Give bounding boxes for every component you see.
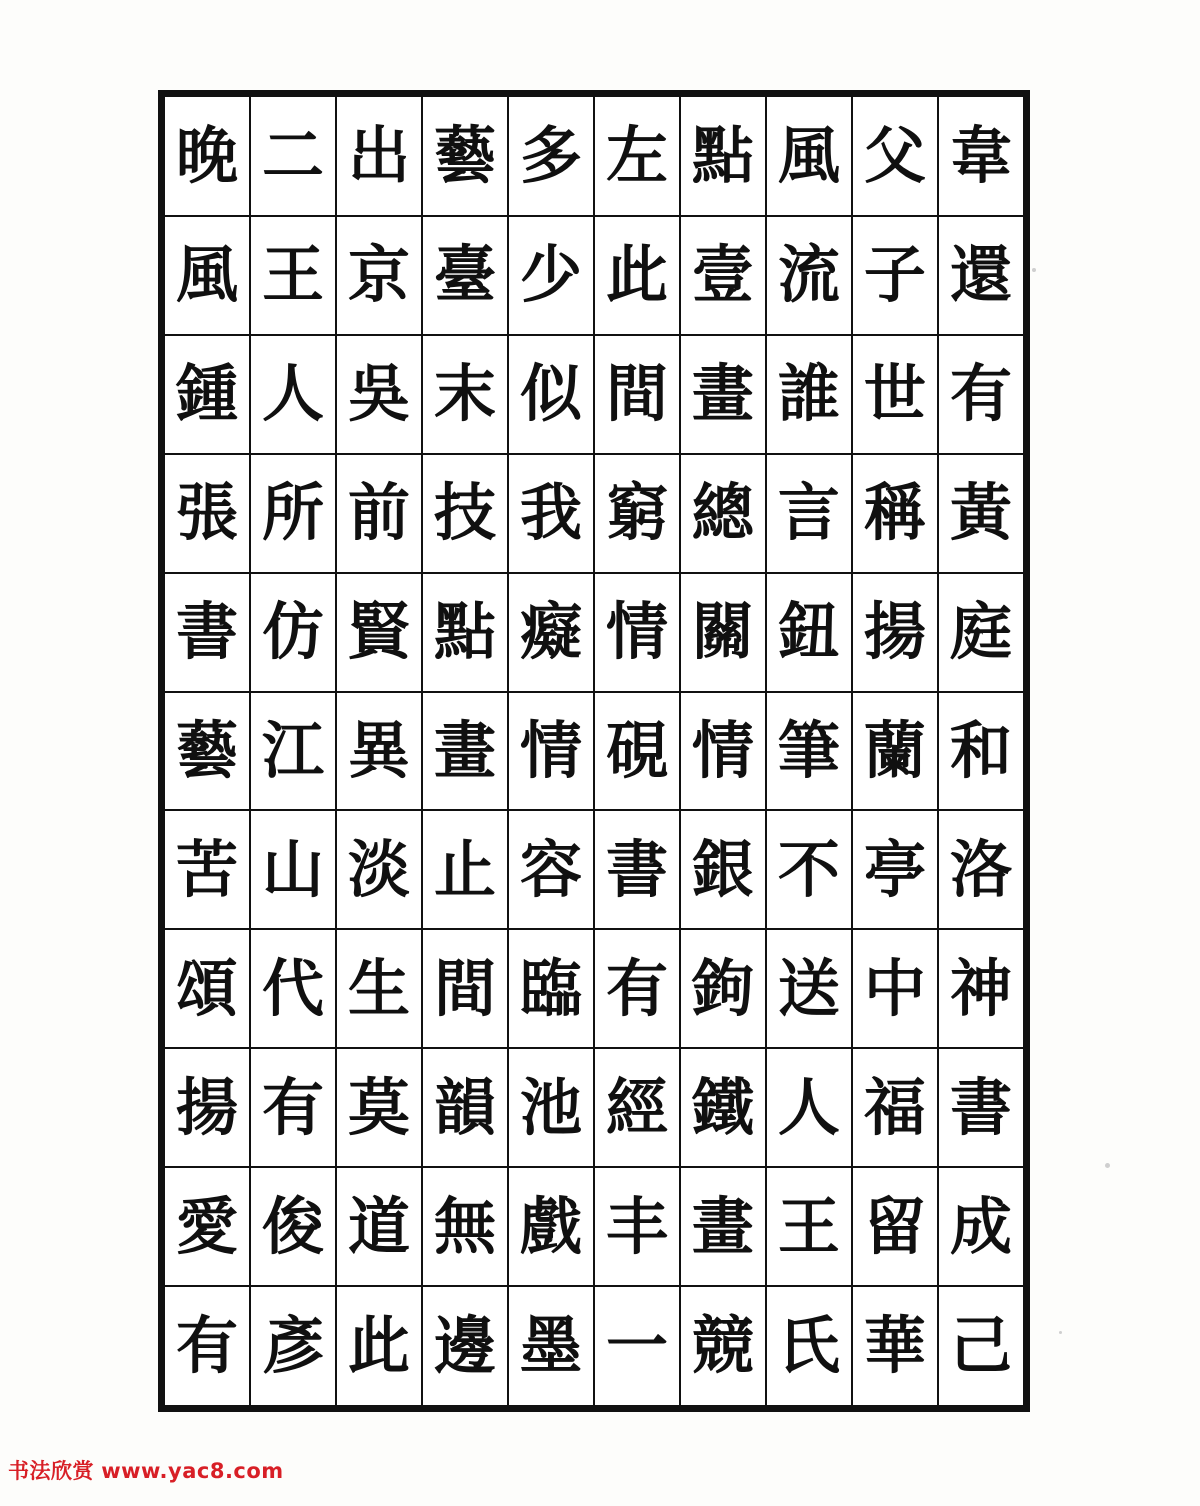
character-glyph: 蘭 bbox=[863, 713, 926, 787]
grid-cell bbox=[422, 1048, 508, 1167]
table-row bbox=[165, 216, 1023, 335]
character-glyph: 山 bbox=[262, 832, 325, 906]
grid-cell bbox=[938, 216, 1023, 335]
grid-cell bbox=[766, 335, 852, 454]
grid-cell bbox=[852, 454, 938, 573]
grid-cell bbox=[422, 810, 508, 929]
grid-cell bbox=[938, 335, 1023, 454]
character-grid bbox=[165, 97, 1023, 1405]
character-glyph: 我 bbox=[519, 476, 582, 550]
character-glyph: 賢 bbox=[347, 595, 410, 669]
grid-cell bbox=[422, 335, 508, 454]
character-glyph: 道 bbox=[347, 1189, 410, 1263]
grid-cell bbox=[852, 97, 938, 216]
table-row bbox=[165, 97, 1023, 216]
character-glyph: 神 bbox=[949, 951, 1012, 1025]
character-glyph: 王 bbox=[262, 238, 325, 312]
grid-cell bbox=[680, 810, 766, 929]
grid-cell bbox=[250, 335, 336, 454]
paper-speck bbox=[1105, 1163, 1110, 1168]
character-glyph: 吳 bbox=[347, 357, 410, 431]
grid-cell bbox=[680, 97, 766, 216]
grid-cell bbox=[938, 1286, 1023, 1405]
character-glyph: 言 bbox=[777, 476, 840, 550]
character-glyph: 鐵 bbox=[691, 1070, 754, 1144]
character-glyph: 晚 bbox=[176, 118, 239, 192]
character-glyph: 揚 bbox=[863, 595, 926, 669]
grid-cell bbox=[594, 573, 680, 692]
character-glyph: 容 bbox=[519, 832, 582, 906]
grid-cell bbox=[250, 810, 336, 929]
character-glyph: 戲 bbox=[519, 1189, 582, 1263]
character-glyph: 末 bbox=[433, 357, 496, 431]
character-glyph: 江 bbox=[262, 713, 325, 787]
grid-cell bbox=[336, 692, 422, 811]
character-glyph: 子 bbox=[863, 238, 926, 312]
character-glyph: 書 bbox=[949, 1070, 1012, 1144]
grid-cell bbox=[422, 692, 508, 811]
character-glyph: 二 bbox=[262, 118, 325, 192]
grid-cell bbox=[422, 573, 508, 692]
character-glyph: 臺 bbox=[433, 238, 496, 312]
character-glyph: 生 bbox=[347, 951, 410, 1025]
character-glyph: 關 bbox=[691, 595, 754, 669]
character-glyph: 人 bbox=[262, 357, 325, 431]
table-row bbox=[165, 1286, 1023, 1405]
character-glyph: 氏 bbox=[777, 1309, 840, 1383]
grid-cell bbox=[336, 1286, 422, 1405]
grid-cell bbox=[250, 1167, 336, 1286]
character-glyph: 無 bbox=[433, 1189, 496, 1263]
grid-cell bbox=[680, 454, 766, 573]
grid-cell bbox=[852, 810, 938, 929]
character-glyph: 硯 bbox=[605, 713, 668, 787]
character-glyph: 池 bbox=[519, 1070, 582, 1144]
grid-cell bbox=[766, 454, 852, 573]
character-glyph: 揚 bbox=[176, 1070, 239, 1144]
character-glyph: 華 bbox=[863, 1309, 926, 1383]
grid-cell bbox=[938, 454, 1023, 573]
grid-cell bbox=[165, 454, 250, 573]
grid-cell bbox=[165, 1048, 250, 1167]
grid-cell bbox=[852, 1048, 938, 1167]
grid-cell bbox=[766, 1167, 852, 1286]
grid-cell bbox=[594, 97, 680, 216]
character-glyph: 癡 bbox=[519, 595, 582, 669]
character-glyph: 有 bbox=[605, 951, 668, 1025]
grid-cell bbox=[165, 573, 250, 692]
character-glyph: 所 bbox=[262, 476, 325, 550]
grid-cell bbox=[938, 1048, 1023, 1167]
character-glyph: 張 bbox=[176, 476, 239, 550]
grid-cell bbox=[594, 454, 680, 573]
character-glyph: 有 bbox=[949, 357, 1012, 431]
grid-cell bbox=[336, 1167, 422, 1286]
grid-cell bbox=[508, 97, 594, 216]
grid-cell bbox=[422, 454, 508, 573]
grid-cell bbox=[508, 1048, 594, 1167]
grid-cell bbox=[680, 1286, 766, 1405]
character-glyph: 中 bbox=[863, 951, 926, 1025]
character-glyph: 韻 bbox=[433, 1070, 496, 1144]
character-glyph: 總 bbox=[691, 476, 754, 550]
character-glyph: 壹 bbox=[691, 238, 754, 312]
character-glyph: 情 bbox=[605, 595, 668, 669]
character-glyph: 少 bbox=[519, 238, 582, 312]
grid-cell bbox=[336, 335, 422, 454]
character-glyph: 畫 bbox=[433, 713, 496, 787]
grid-cell bbox=[250, 1286, 336, 1405]
grid-cell bbox=[250, 454, 336, 573]
character-glyph: 代 bbox=[262, 951, 325, 1025]
table-row bbox=[165, 454, 1023, 573]
grid-cell bbox=[594, 1167, 680, 1286]
grid-cell bbox=[594, 1286, 680, 1405]
character-glyph: 俊 bbox=[262, 1189, 325, 1263]
table-row bbox=[165, 335, 1023, 454]
character-glyph: 邊 bbox=[433, 1309, 496, 1383]
character-glyph: 淡 bbox=[347, 832, 410, 906]
character-glyph: 愛 bbox=[176, 1189, 239, 1263]
character-glyph: 多 bbox=[519, 118, 582, 192]
grid-cell bbox=[165, 1286, 250, 1405]
grid-cell bbox=[594, 1048, 680, 1167]
paper-speck bbox=[1059, 1331, 1062, 1334]
grid-cell bbox=[938, 929, 1023, 1048]
grid-cell bbox=[852, 1286, 938, 1405]
character-glyph: 鍾 bbox=[176, 357, 239, 431]
grid-cell bbox=[508, 216, 594, 335]
character-glyph: 情 bbox=[691, 713, 754, 787]
character-glyph: 鈕 bbox=[777, 595, 840, 669]
character-glyph: 莫 bbox=[347, 1070, 410, 1144]
character-glyph: 丰 bbox=[605, 1189, 668, 1263]
character-glyph: 福 bbox=[863, 1070, 926, 1144]
grid-cell bbox=[766, 1286, 852, 1405]
grid-cell bbox=[508, 1167, 594, 1286]
grid-cell bbox=[508, 454, 594, 573]
character-glyph: 畫 bbox=[691, 357, 754, 431]
grid-cell bbox=[336, 573, 422, 692]
character-glyph: 王 bbox=[777, 1189, 840, 1263]
grid-cell bbox=[250, 692, 336, 811]
grid-cell bbox=[250, 97, 336, 216]
grid-cell bbox=[165, 692, 250, 811]
character-glyph: 彥 bbox=[262, 1309, 325, 1383]
grid-cell bbox=[680, 335, 766, 454]
grid-cell bbox=[508, 335, 594, 454]
character-glyph: 洛 bbox=[949, 832, 1012, 906]
character-glyph: 情 bbox=[519, 713, 582, 787]
character-glyph: 有 bbox=[262, 1070, 325, 1144]
character-glyph: 臨 bbox=[519, 951, 582, 1025]
grid-cell bbox=[680, 929, 766, 1048]
grid-cell bbox=[422, 929, 508, 1048]
table-row bbox=[165, 573, 1023, 692]
character-glyph: 筆 bbox=[777, 713, 840, 787]
grid-cell bbox=[766, 1048, 852, 1167]
grid-cell bbox=[852, 216, 938, 335]
grid-cell bbox=[680, 1167, 766, 1286]
character-glyph: 風 bbox=[176, 238, 239, 312]
table-row bbox=[165, 1048, 1023, 1167]
grid-cell bbox=[336, 216, 422, 335]
grid-cell bbox=[165, 97, 250, 216]
character-glyph: 此 bbox=[347, 1309, 410, 1383]
table-row bbox=[165, 929, 1023, 1048]
grid-cell bbox=[165, 929, 250, 1048]
grid-cell bbox=[680, 216, 766, 335]
character-glyph: 不 bbox=[777, 832, 840, 906]
character-glyph: 和 bbox=[949, 713, 1012, 787]
character-glyph: 誰 bbox=[777, 357, 840, 431]
grid-cell bbox=[336, 810, 422, 929]
character-glyph: 競 bbox=[691, 1309, 754, 1383]
character-glyph: 前 bbox=[347, 476, 410, 550]
watermark-url: www.yac8.com bbox=[101, 1459, 284, 1483]
grid-cell bbox=[680, 573, 766, 692]
grid-cell bbox=[594, 216, 680, 335]
character-glyph: 畫 bbox=[691, 1189, 754, 1263]
grid-cell bbox=[422, 1167, 508, 1286]
character-glyph: 間 bbox=[433, 951, 496, 1025]
character-glyph: 鉤 bbox=[691, 951, 754, 1025]
character-glyph: 點 bbox=[691, 118, 754, 192]
character-glyph: 世 bbox=[863, 357, 926, 431]
grid-cell bbox=[508, 1286, 594, 1405]
character-glyph: 己 bbox=[949, 1309, 1012, 1383]
grid-cell bbox=[165, 810, 250, 929]
character-glyph: 仿 bbox=[262, 595, 325, 669]
character-glyph: 異 bbox=[347, 713, 410, 787]
character-glyph: 窮 bbox=[605, 476, 668, 550]
character-glyph: 留 bbox=[863, 1189, 926, 1263]
calligraphy-grid-sheet bbox=[158, 90, 1030, 1412]
grid-cell bbox=[165, 216, 250, 335]
grid-cell bbox=[594, 692, 680, 811]
site-watermark bbox=[8, 1455, 284, 1485]
character-glyph: 止 bbox=[433, 832, 496, 906]
grid-cell bbox=[422, 1286, 508, 1405]
grid-cell bbox=[336, 929, 422, 1048]
character-glyph: 出 bbox=[347, 118, 410, 192]
character-glyph: 庭 bbox=[949, 595, 1012, 669]
character-glyph: 左 bbox=[605, 118, 668, 192]
character-glyph: 似 bbox=[519, 357, 582, 431]
character-glyph: 書 bbox=[176, 595, 239, 669]
grid-cell bbox=[938, 97, 1023, 216]
character-glyph: 技 bbox=[433, 476, 496, 550]
table-row bbox=[165, 1167, 1023, 1286]
table-row bbox=[165, 810, 1023, 929]
grid-cell bbox=[594, 810, 680, 929]
character-glyph: 經 bbox=[605, 1070, 668, 1144]
grid-cell bbox=[250, 573, 336, 692]
grid-cell bbox=[508, 692, 594, 811]
character-glyph: 流 bbox=[777, 238, 840, 312]
grid-cell bbox=[766, 573, 852, 692]
character-glyph: 銀 bbox=[691, 832, 754, 906]
grid-cell bbox=[938, 573, 1023, 692]
grid-cell bbox=[336, 454, 422, 573]
character-glyph: 人 bbox=[777, 1070, 840, 1144]
character-glyph: 藝 bbox=[433, 118, 496, 192]
grid-cell bbox=[336, 97, 422, 216]
grid-cell bbox=[336, 1048, 422, 1167]
grid-cell bbox=[422, 216, 508, 335]
character-glyph: 稱 bbox=[863, 476, 926, 550]
table-row bbox=[165, 692, 1023, 811]
grid-cell bbox=[938, 692, 1023, 811]
grid-cell bbox=[594, 929, 680, 1048]
grid-cell bbox=[508, 929, 594, 1048]
character-glyph: 點 bbox=[433, 595, 496, 669]
grid-cell bbox=[766, 216, 852, 335]
grid-cell bbox=[852, 1167, 938, 1286]
character-glyph: 父 bbox=[863, 118, 926, 192]
grid-cell bbox=[250, 1048, 336, 1167]
character-glyph: 此 bbox=[605, 238, 668, 312]
grid-cell bbox=[852, 692, 938, 811]
character-glyph: 送 bbox=[777, 951, 840, 1025]
character-glyph: 藝 bbox=[176, 713, 239, 787]
grid-cell bbox=[250, 216, 336, 335]
grid-cell bbox=[852, 573, 938, 692]
character-glyph: 頌 bbox=[176, 951, 239, 1025]
character-glyph: 一 bbox=[605, 1309, 668, 1383]
paper-speck bbox=[1032, 268, 1036, 272]
grid-cell bbox=[766, 692, 852, 811]
character-glyph: 間 bbox=[605, 357, 668, 431]
grid-cell bbox=[852, 929, 938, 1048]
character-glyph: 黃 bbox=[949, 476, 1012, 550]
grid-cell bbox=[165, 1167, 250, 1286]
character-glyph: 京 bbox=[347, 238, 410, 312]
grid-cell bbox=[852, 335, 938, 454]
grid-cell bbox=[422, 97, 508, 216]
grid-cell bbox=[680, 1048, 766, 1167]
watermark-label: 书法欣赏 bbox=[8, 1458, 94, 1483]
character-glyph: 風 bbox=[777, 118, 840, 192]
grid-cell bbox=[250, 929, 336, 1048]
character-glyph: 韋 bbox=[949, 118, 1012, 192]
grid-cell bbox=[508, 810, 594, 929]
grid-cell bbox=[938, 1167, 1023, 1286]
character-glyph: 亭 bbox=[863, 832, 926, 906]
grid-cell bbox=[508, 573, 594, 692]
character-glyph: 苦 bbox=[176, 832, 239, 906]
character-glyph: 有 bbox=[176, 1309, 239, 1383]
character-glyph: 成 bbox=[949, 1189, 1012, 1263]
grid-cell bbox=[165, 335, 250, 454]
grid-cell bbox=[938, 810, 1023, 929]
character-glyph: 墨 bbox=[519, 1309, 582, 1383]
grid-cell bbox=[680, 692, 766, 811]
grid-cell bbox=[766, 929, 852, 1048]
grid-cell bbox=[766, 97, 852, 216]
character-glyph: 還 bbox=[949, 238, 1012, 312]
grid-cell bbox=[594, 335, 680, 454]
character-glyph: 書 bbox=[605, 832, 668, 906]
grid-cell bbox=[766, 810, 852, 929]
